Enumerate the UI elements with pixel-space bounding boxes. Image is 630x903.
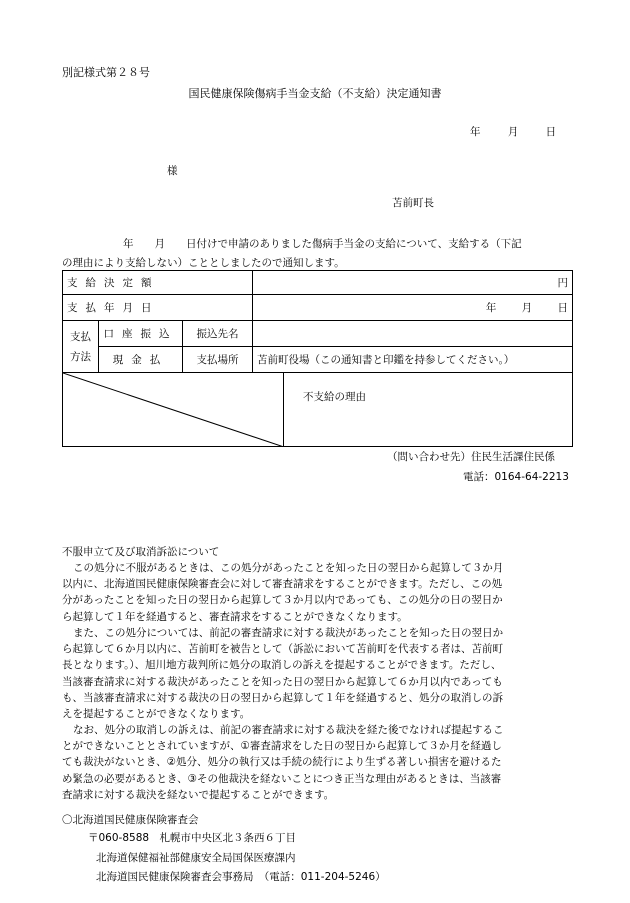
notice-text-line-1: 年 月 日付けで申請のありました傷病手当金の支給について、支給する（下記 (123, 238, 522, 250)
appeal-paragraph-2: また、この処分については、前記の審査請求に対する裁決があったことを知った日の翌日か ら起算して６か月以内に、苫前町を被告として（訴訟において苫前町を代表する者は、苫前町 長となります。）、旭川地方裁判所に処分の取消しの訴えを提起することができます。ただし、 当該審査請求に対する裁決があったことを知った日の翌日から起算して６か月以内であっても も、当該審査請求に対する裁決の日の翌日から起算して１年を経過すると、処分の取消しの訴 えを提起することができなくなります。 (62, 627, 504, 721)
transfer-label: 口座振込 (99, 321, 183, 347)
contact-dept: （問い合わせ先）住民生活課住民係 (387, 451, 555, 463)
review-board-address: 〒060-8588 札幌市中央区北３条西６丁目 (88, 832, 297, 844)
appeal-paragraph-3: なお、処分の取消しの訴えは、前記の審査請求に対する裁決を経た後でなければ提起するこ とができないこととされていますが、①審査請求をした日の翌日から起算して３か月を経過し ても裁決がないとき、②処分、処分の執行又は手続の続行により生ずる著しい損害を避けるた め緊急の必要があるとき、③その他裁決を経ないことにつき正当な理由があるときは、当該審 査請求に対する裁決を経ないで提起することができます。 (62, 724, 504, 801)
contact-phone: 電話：0164-64-2213 (463, 471, 569, 483)
review-board-name: 〇北海道国民健康保険審査会 (62, 814, 199, 826)
reason-label: 不支給の理由 (303, 391, 367, 403)
payment-date-value: 年 月 日 (253, 295, 573, 321)
payment-date-row (63, 295, 573, 321)
reason-cell (284, 373, 573, 447)
amount-unit: 円 (253, 271, 573, 295)
reason-row (63, 373, 573, 447)
transfer-dest-value (253, 321, 573, 347)
issue-date-label: 年 月 日 (470, 126, 557, 138)
appeal-paragraph-1: この処分に不服があるときは、この処分があったことを知った日の翌日から起算して３か月 以内に、北海道国民健康保険審査会に対して審査請求をすることができます。ただし、この処 分があったことを知った日の翌日から起算して３か月以内であっても、この処分の日の翌日か ら起算して１年を経過すると、審査請求をすることができなくなります。 (62, 562, 504, 623)
cash-label: 現金払 (99, 347, 183, 373)
review-board-dept: 北海道保健福祉部健康安全局国保医療課内 (96, 852, 296, 864)
document-title: 国民健康保険傷病手当金支給（不支給）決定通知書 (188, 87, 442, 100)
reason-blank-cell (63, 373, 284, 447)
appeal-section-title: 不服申立て及び取消訴訟について (62, 546, 220, 558)
cash-row (63, 347, 573, 373)
pay-place-label: 支払場所 (183, 347, 253, 373)
amount-label: 支給決定額 (63, 271, 253, 295)
transfer-dest-label: 振込先名 (183, 321, 253, 347)
diagonal-line (63, 373, 284, 447)
pay-place-value: 苫前町役場（この通知書と印鑑を持参してください。） (253, 347, 573, 373)
payment-method-label: 支払 方法 (63, 321, 99, 373)
sender-name: 苫前町長 (392, 197, 434, 209)
notice-text-line-2: の理由により支給しない）こととしましたので通知します。 (62, 257, 345, 269)
amount-row (63, 271, 573, 295)
recipient-suffix: 様 (167, 165, 178, 177)
transfer-row (63, 321, 573, 347)
form-number: 別記様式第２８号 (62, 66, 150, 79)
payment-date-label: 支払年月日 (63, 295, 253, 321)
review-board-office: 北海道国民健康保険審査会事務局 （電話：011-204-5246） (96, 871, 386, 883)
decision-table (62, 270, 573, 447)
